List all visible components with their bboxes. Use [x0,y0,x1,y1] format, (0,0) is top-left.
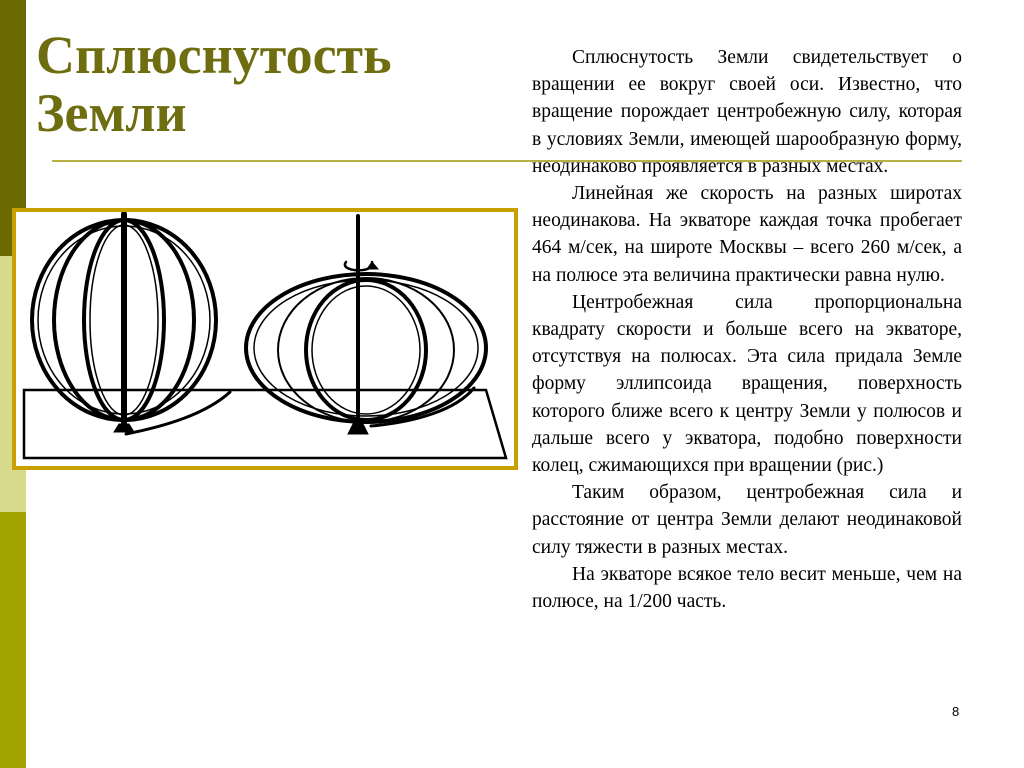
figure-frame [12,208,518,470]
page-number: 8 [952,704,960,719]
paragraph-1: Сплюснутость Земли свидетельствует о вращении ее вокруг своей оси. Известно, что вращение порождает центробежную силу, которая в условиях Земли, имеющей шарообразную форму, неодинаково проявляется в разных местах. [532,47,962,177]
paragraph-4: Таким образом, центробежная сила и расстояние от центра Земли делают неодинаковой силу тяжести в разных местах. [532,482,962,558]
rotating-rings-illustration [16,212,514,466]
slide-title: Сплюснутость Земли [36,25,392,143]
sphere-rings [32,214,216,426]
paragraph-3: Центробежная сила пропорциональна квадрату скорости и больше всего на экваторе, отсутствуя на полюсах. Эта сила придала Земле форму эллипсоида вращения, поверхность которого ближе всего к центру Земли у полюсов и дальше всего у экватора, подобно поверхности колец, сжимающихся при вращении (рис.) [532,291,962,477]
sidebar-stripe-bottom [0,512,26,768]
base-platform [24,390,506,458]
paragraph-2: Линейная же скорость на разных широтах неодинакова. На экваторе каждая точка пробегает 464 м/сек, на широте Москвы – всего 260 м/сек, а на полюсе эта величина практически равна нулю. [532,183,962,286]
body-text [532,44,962,615]
paragraph-5: На экваторе всякое тело весит меньше, чем на полюсе, на 1/200 часть. [532,563,962,613]
